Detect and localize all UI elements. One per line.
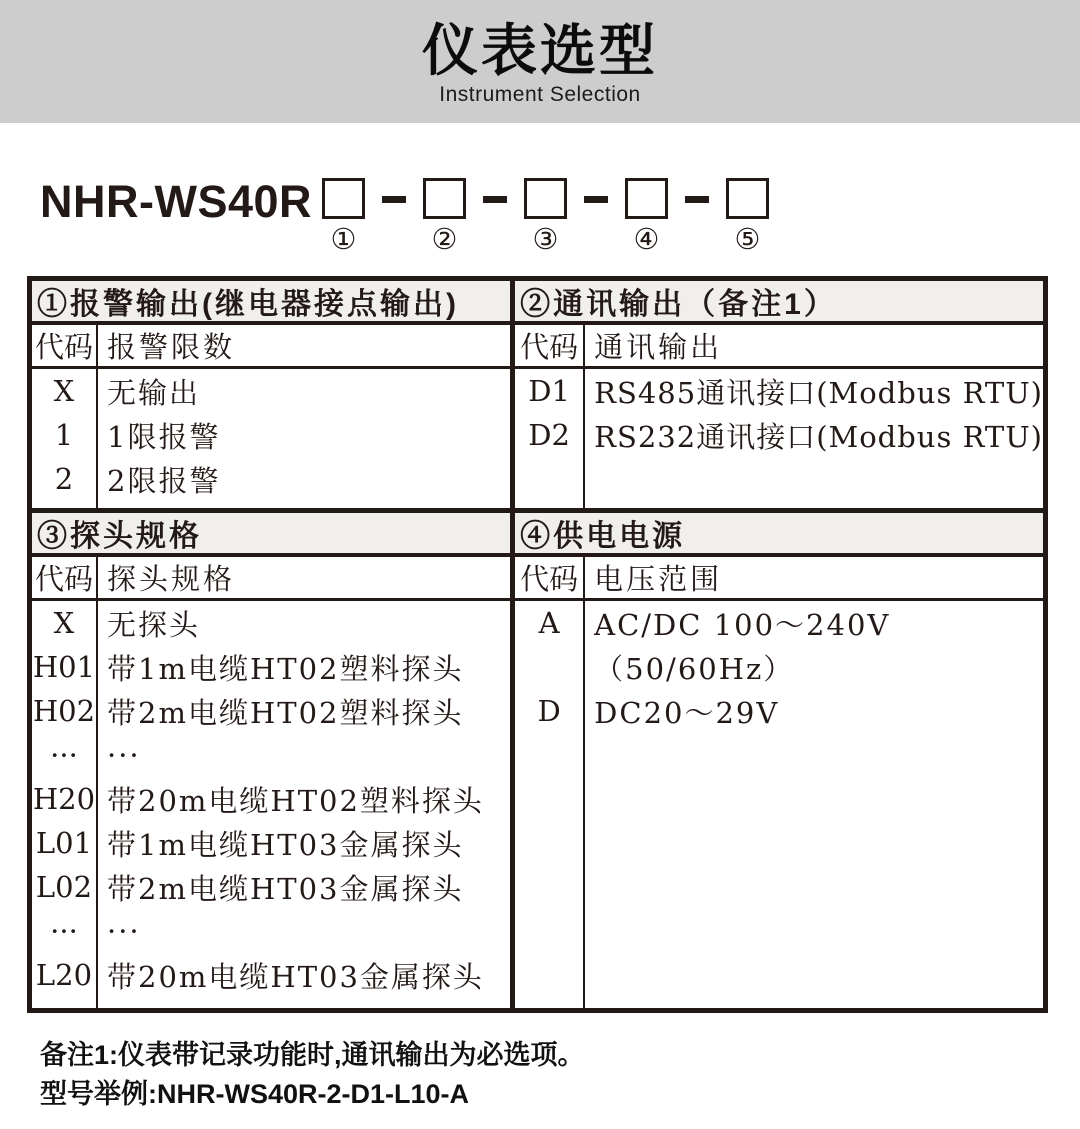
desc-column	[98, 369, 510, 508]
table-right-half	[515, 281, 1043, 1008]
code-cell: H01	[32, 650, 96, 684]
column-headers	[32, 557, 510, 601]
desc-cell: ···	[107, 738, 141, 772]
desc-cell: 带1m电缆HT02塑料探头	[107, 651, 464, 686]
dash-separator	[584, 196, 608, 203]
model-code-box-2	[423, 178, 466, 219]
col-header-code: 代码	[32, 557, 98, 598]
code-cell: 2	[54, 462, 74, 496]
section-data	[32, 601, 510, 1008]
code-cell: ···	[50, 914, 78, 948]
dash-separator	[382, 196, 406, 203]
section-alarm-output	[32, 281, 510, 508]
column-headers	[515, 557, 1043, 601]
desc-cell: DC20～29V	[594, 695, 780, 730]
position-label-4: ④	[633, 222, 660, 256]
desc-cell: RS232通讯接口(Modbus RTU)	[594, 419, 1043, 454]
model-prefix: NHR-WS40R	[40, 176, 313, 227]
code-cell: H02	[32, 694, 96, 728]
page-title: 仪表选型	[422, 18, 658, 82]
model-position-3	[522, 178, 569, 254]
col-header-code: 代码	[515, 325, 585, 366]
dash-separator	[685, 196, 709, 203]
code-cell: H20	[32, 782, 96, 816]
note-model-example: 型号举例:NHR-WS40R-2-D1-L10-A	[40, 1079, 470, 1109]
section-header-alarm-output: ①报警输出(继电器接点输出)	[32, 281, 510, 325]
col-header-desc: 报警限数	[107, 330, 236, 364]
code-column	[515, 369, 585, 508]
position-label-2: ②	[431, 222, 458, 256]
footer-notes	[40, 1036, 585, 1114]
section-header-probe-spec: ③探头规格	[32, 513, 510, 557]
model-code-line	[40, 178, 771, 254]
desc-cell: 带2m电缆HT03金属探头	[107, 871, 464, 906]
page-subtitle: Instrument Selection	[439, 83, 641, 107]
section-comm-output	[515, 281, 1043, 508]
col-header-desc: 通讯输出	[594, 330, 723, 364]
section-data	[515, 601, 1043, 1008]
model-code-box-4	[625, 178, 668, 219]
desc-column	[98, 601, 510, 1008]
section-header-comm-output: ②通讯输出（备注1）	[515, 281, 1043, 325]
code-cell: D	[537, 694, 561, 728]
desc-column	[585, 601, 1043, 1008]
column-headers	[515, 325, 1043, 369]
desc-cell: 带2m电缆HT02塑料探头	[107, 695, 464, 730]
position-label-1: ①	[330, 222, 357, 256]
model-position-1	[320, 178, 367, 254]
model-code-box-5	[726, 178, 769, 219]
col-header-desc: 探头规格	[107, 562, 236, 596]
col-header-desc: 电压范围	[594, 562, 723, 596]
desc-column	[585, 369, 1043, 508]
code-cell: X	[53, 374, 75, 408]
code-column	[32, 601, 98, 1008]
section-probe-spec	[32, 508, 510, 1008]
col-header-code: 代码	[515, 557, 585, 598]
code-cell: 1	[54, 418, 74, 452]
model-code-box-3	[524, 178, 567, 219]
model-code-box-1	[322, 178, 365, 219]
model-position-4	[623, 178, 670, 254]
desc-cell: RS485通讯接口(Modbus RTU)	[594, 375, 1043, 410]
desc-cell: AC/DC 100～240V	[594, 607, 891, 642]
page-banner	[0, 0, 1080, 123]
desc-cell: ···	[107, 914, 141, 948]
code-cell: D1	[528, 374, 570, 408]
code-cell: L02	[35, 870, 93, 904]
section-data	[515, 369, 1043, 508]
position-label-5: ⑤	[734, 222, 761, 256]
desc-cell: 无输出	[107, 375, 201, 410]
note-1: 备注1:仪表带记录功能时,通讯输出为必选项。	[40, 1040, 585, 1070]
model-position-2	[421, 178, 468, 254]
desc-cell: 带1m电缆HT03金属探头	[107, 827, 464, 862]
desc-cell: 1限报警	[107, 419, 221, 454]
code-cell: D2	[528, 418, 570, 452]
code-cell: L20	[35, 958, 93, 992]
desc-cell: 带20m电缆HT02塑料探头	[107, 783, 484, 818]
code-cell: ···	[50, 738, 78, 772]
position-label-3: ③	[532, 222, 559, 256]
selection-table	[27, 276, 1048, 1013]
section-power-supply	[515, 508, 1043, 1008]
column-headers	[32, 325, 510, 369]
col-header-code: 代码	[32, 325, 98, 366]
dash-separator	[483, 196, 507, 203]
desc-cell: 无探头	[107, 607, 201, 642]
desc-cell: （50/60Hz）	[594, 651, 795, 686]
section-data	[32, 369, 510, 508]
code-cell: X	[53, 606, 75, 640]
table-left-half	[32, 281, 515, 1008]
code-cell: L01	[35, 826, 93, 860]
desc-cell: 带20m电缆HT03金属探头	[107, 959, 484, 994]
code-cell	[515, 645, 583, 689]
model-position-5	[724, 178, 771, 254]
code-cell: A	[538, 606, 560, 640]
code-column	[515, 601, 585, 1008]
code-column	[32, 369, 98, 508]
section-header-power-supply: ④供电电源	[515, 513, 1043, 557]
desc-cell: 2限报警	[107, 463, 221, 498]
